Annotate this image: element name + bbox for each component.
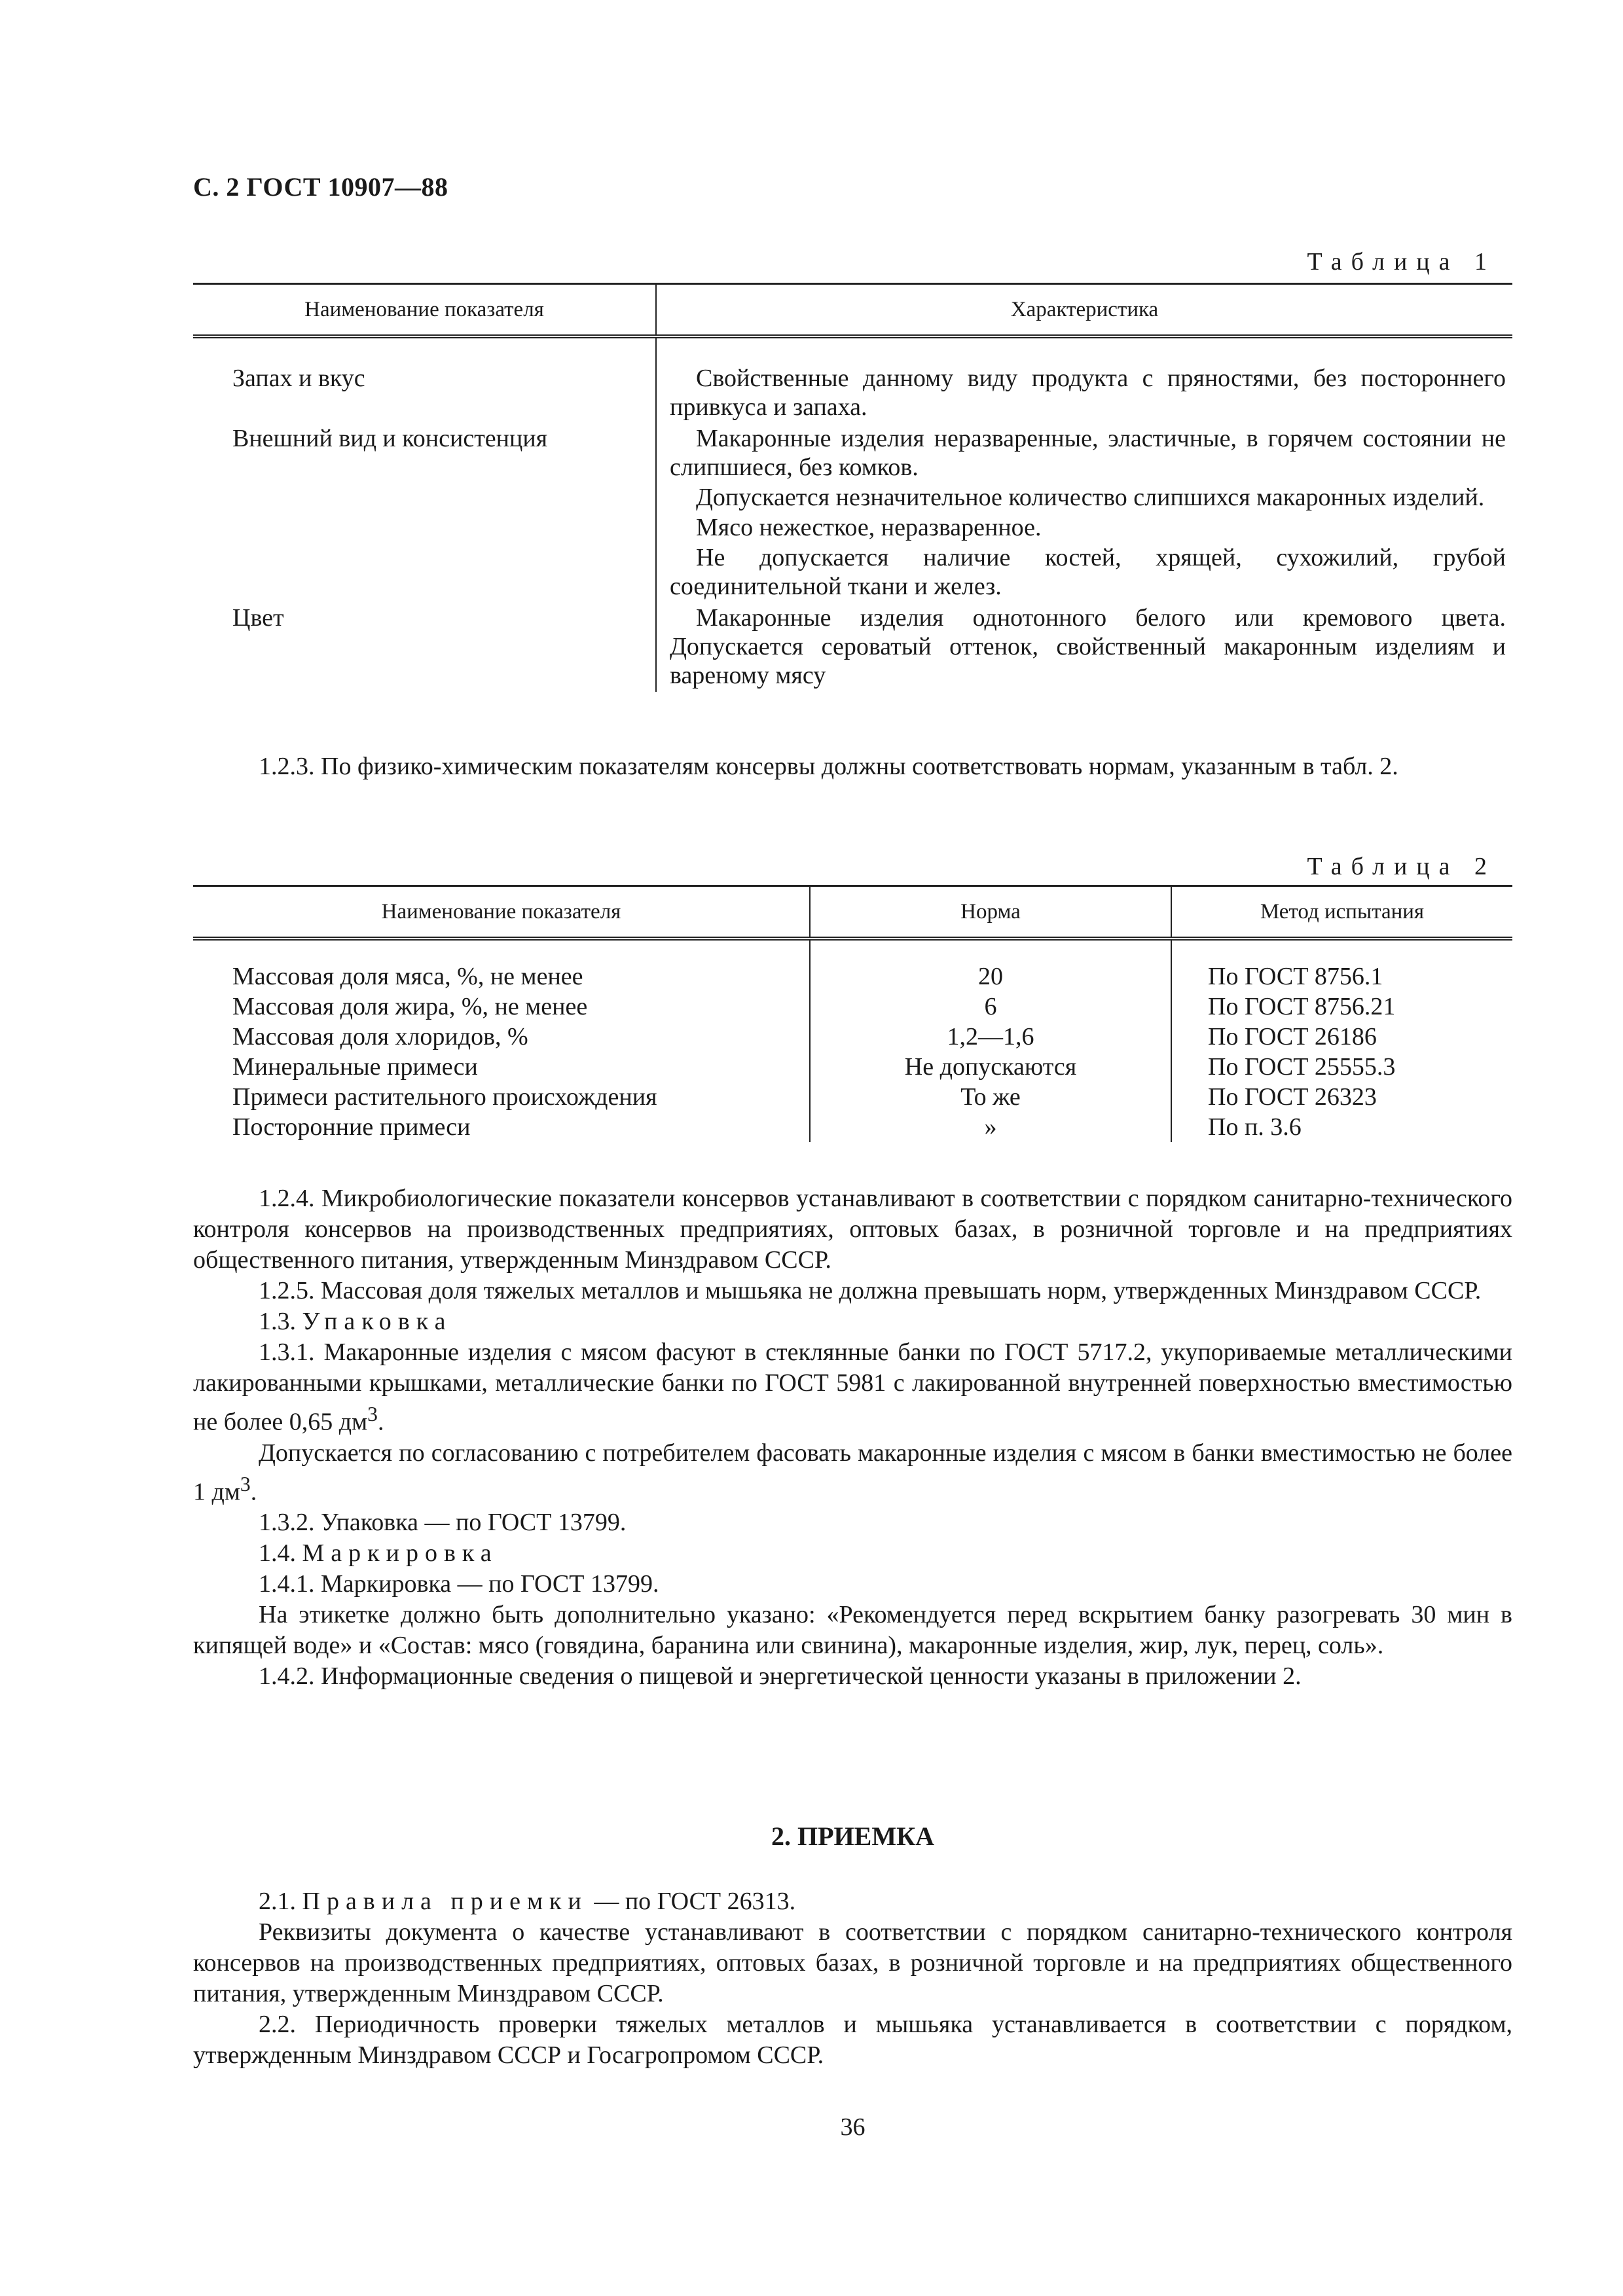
table2-row (193, 961, 1512, 992)
body-text (193, 1183, 1512, 1692)
subsection-1-3: 1.3. Упаковка (259, 1308, 452, 1335)
section-2-text (193, 1886, 1512, 2071)
table2-cell-method: По ГОСТ 8756.21 (1208, 993, 1396, 1020)
page-header: С. 2 ГОСТ 10907—88 (193, 172, 448, 202)
paragraph-1-3-1: 1.3.1. Макаронные изделия с мясом фасуют в стеклянные банки по ГОСТ 5717.2, укупориваемые металлическими лакированными крышками, металлические банки по ГОСТ 5981 с лакированной внутренней поверхностью вместимостью не более 0,65 $дм^3$. (193, 1338, 1512, 1436)
document-page (193, 0, 1512, 2296)
table1-cell-name: Цвет (193, 603, 656, 692)
table1-desc-line: Не допускается наличие костей, хрящей, сухожилий, грубой соединительной ткани и желез. (670, 544, 1506, 600)
table1-row (193, 363, 1512, 423)
table2-header-name: Наименование показателя (193, 886, 810, 939)
table1-cell-desc (656, 423, 1512, 603)
subsection-1-4: 1.4. Маркировка (259, 1539, 498, 1568)
table2-cell-norm: 6 (810, 992, 1171, 1022)
table1-desc-line: Макаронные изделия однотонного белого или кремового цвета. Допускается сероватый оттенок, свойственный макаронным изделиям и вареному мясу (670, 604, 1506, 689)
table2-row (193, 1112, 1512, 1142)
section-title: 2. ПРИЕМКА (771, 1821, 934, 1851)
table1-desc-line: Свойственные данному виду продукта с пряностями, без постороннего привкуса и запаха. (670, 365, 1506, 421)
paragraph-1-3-2: 1.3.2. Упаковка — по ГОСТ 13799. (259, 1509, 627, 1537)
paragraph-1-4-1-b: На этикетке должно быть дополнительно указано: «Рекомендуется перед вскрытием банку разогревать 30 мин в кипящей воде» и «Состав: мясо (говядина, баранина или свинина), макаронные изделия, жир, лук, перец, соль». (193, 1601, 1512, 1660)
table2-caption: Таблица 2 (1307, 853, 1496, 880)
table2-cell-method: По ГОСТ 8756.1 (1208, 963, 1383, 990)
table1-desc-line: Мясо нежесткое, неразваренное. (696, 514, 1042, 541)
table1-header-characteristic: Характеристика (656, 284, 1512, 337)
paragraph-1-2-3: 1.2.3. По физико-химическим показателям консервы должны соответствовать нормам, указанным в табл. 2. (259, 753, 1398, 780)
table1-cell-name: Запах и вкус (193, 363, 656, 423)
table2-cell-name: Массовая доля жира, %, не менее (193, 992, 810, 1022)
table2-cell-name: Посторонние примеси (193, 1112, 810, 1142)
table1-cell-desc (656, 603, 1512, 692)
table2-row (193, 1082, 1512, 1112)
table2-cell-name: Минеральные примеси (193, 1052, 810, 1082)
paragraph-1-2-4: 1.2.4. Микробиологические показатели консервов устанавливают в соответствии с порядком санитарно-технического контроля консервов на производственных предприятиях, оптовых базах, в розничной торговле и на предприятиях общественного питания, утвержденным Минздравом СССР. (193, 1185, 1512, 1274)
table2-cell-name: Массовая доля хлоридов, % (193, 1022, 810, 1052)
table1-cell-name: Внешний вид и консистенция (193, 423, 656, 603)
table2-cell-norm: 20 (810, 961, 1171, 992)
table1-header-name: Наименование показателя (193, 284, 656, 337)
table2-cell-norm: » (810, 1112, 1171, 1142)
paragraph-1-4-2: 1.4.2. Информационные сведения о пищевой и энергетической ценности указаны в приложении 2. (259, 1662, 1302, 1691)
table1-row (193, 423, 1512, 603)
table2-cell-method: По ГОСТ 25555.3 (1208, 1053, 1396, 1081)
table1-desc-line: Макаронные изделия неразваренные, эластичные, в горячем состоянии не слипшиеся, без комков. (670, 425, 1506, 481)
table2-cell-norm: То же (810, 1082, 1171, 1112)
paragraph-2-1-b: Реквизиты документа о качестве устанавливают в соответствии с порядком санитарно-технического контроля консервов на производственных предприятиях, оптовых базах, в розничной торговле и на предприятиях общественного питания, утвержденным Минздравом СССР. (193, 1918, 1512, 2007)
table1-row (193, 603, 1512, 692)
table2-cell-name: Примеси растительного происхождения (193, 1082, 810, 1112)
paragraph-1-4-1: 1.4.1. Маркировка — по ГОСТ 13799. (259, 1570, 659, 1598)
table2-cell-method: По ГОСТ 26323 (1208, 1083, 1377, 1111)
paragraph-1-2-5: 1.2.5. Массовая доля тяжелых металлов и мышьяка не должна превышать норм, утвержденных Минздравом СССР. (259, 1277, 1482, 1304)
table1 (193, 283, 1512, 692)
paragraph-1-3-1-b: Допускается по согласованию с потребителем фасовать макаронные изделия с мясом в банки вместимостью не более 1 $дм^3$. (193, 1439, 1512, 1506)
table2-row (193, 992, 1512, 1022)
table2-row (193, 1022, 1512, 1052)
table2-row (193, 1052, 1512, 1082)
table1-caption: Таблица 1 (1307, 248, 1496, 276)
table1-cell-desc (656, 363, 1512, 423)
table2-cell-method: По п. 3.6 (1208, 1113, 1302, 1141)
paragraph-2-1: 2.1. Правила приемки — по ГОСТ 26313. (259, 1888, 796, 1915)
table2-header-method: Метод испытания (1171, 886, 1512, 939)
page-number: 36 (840, 2113, 866, 2141)
table2-cell-name: Массовая доля мяса, %, не менее (193, 961, 810, 992)
table2-cell-method: По ГОСТ 26186 (1208, 1023, 1377, 1050)
table1-desc-line: Допускается незначительное количество слипшихся макаронных изделий. (696, 484, 1485, 511)
table2-cell-norm: Не допускаются (810, 1052, 1171, 1082)
table2-cell-norm: 1,2—1,6 (810, 1022, 1171, 1052)
table2-header-norm: Норма (810, 886, 1171, 939)
paragraph-2-2: 2.2. Периодичность проверки тяжелых металлов и мышьяка устанавливается в соответствии с порядком, утвержденным Минздравом СССР и Госагропромом СССР. (193, 2011, 1512, 2069)
table2 (193, 885, 1512, 1142)
